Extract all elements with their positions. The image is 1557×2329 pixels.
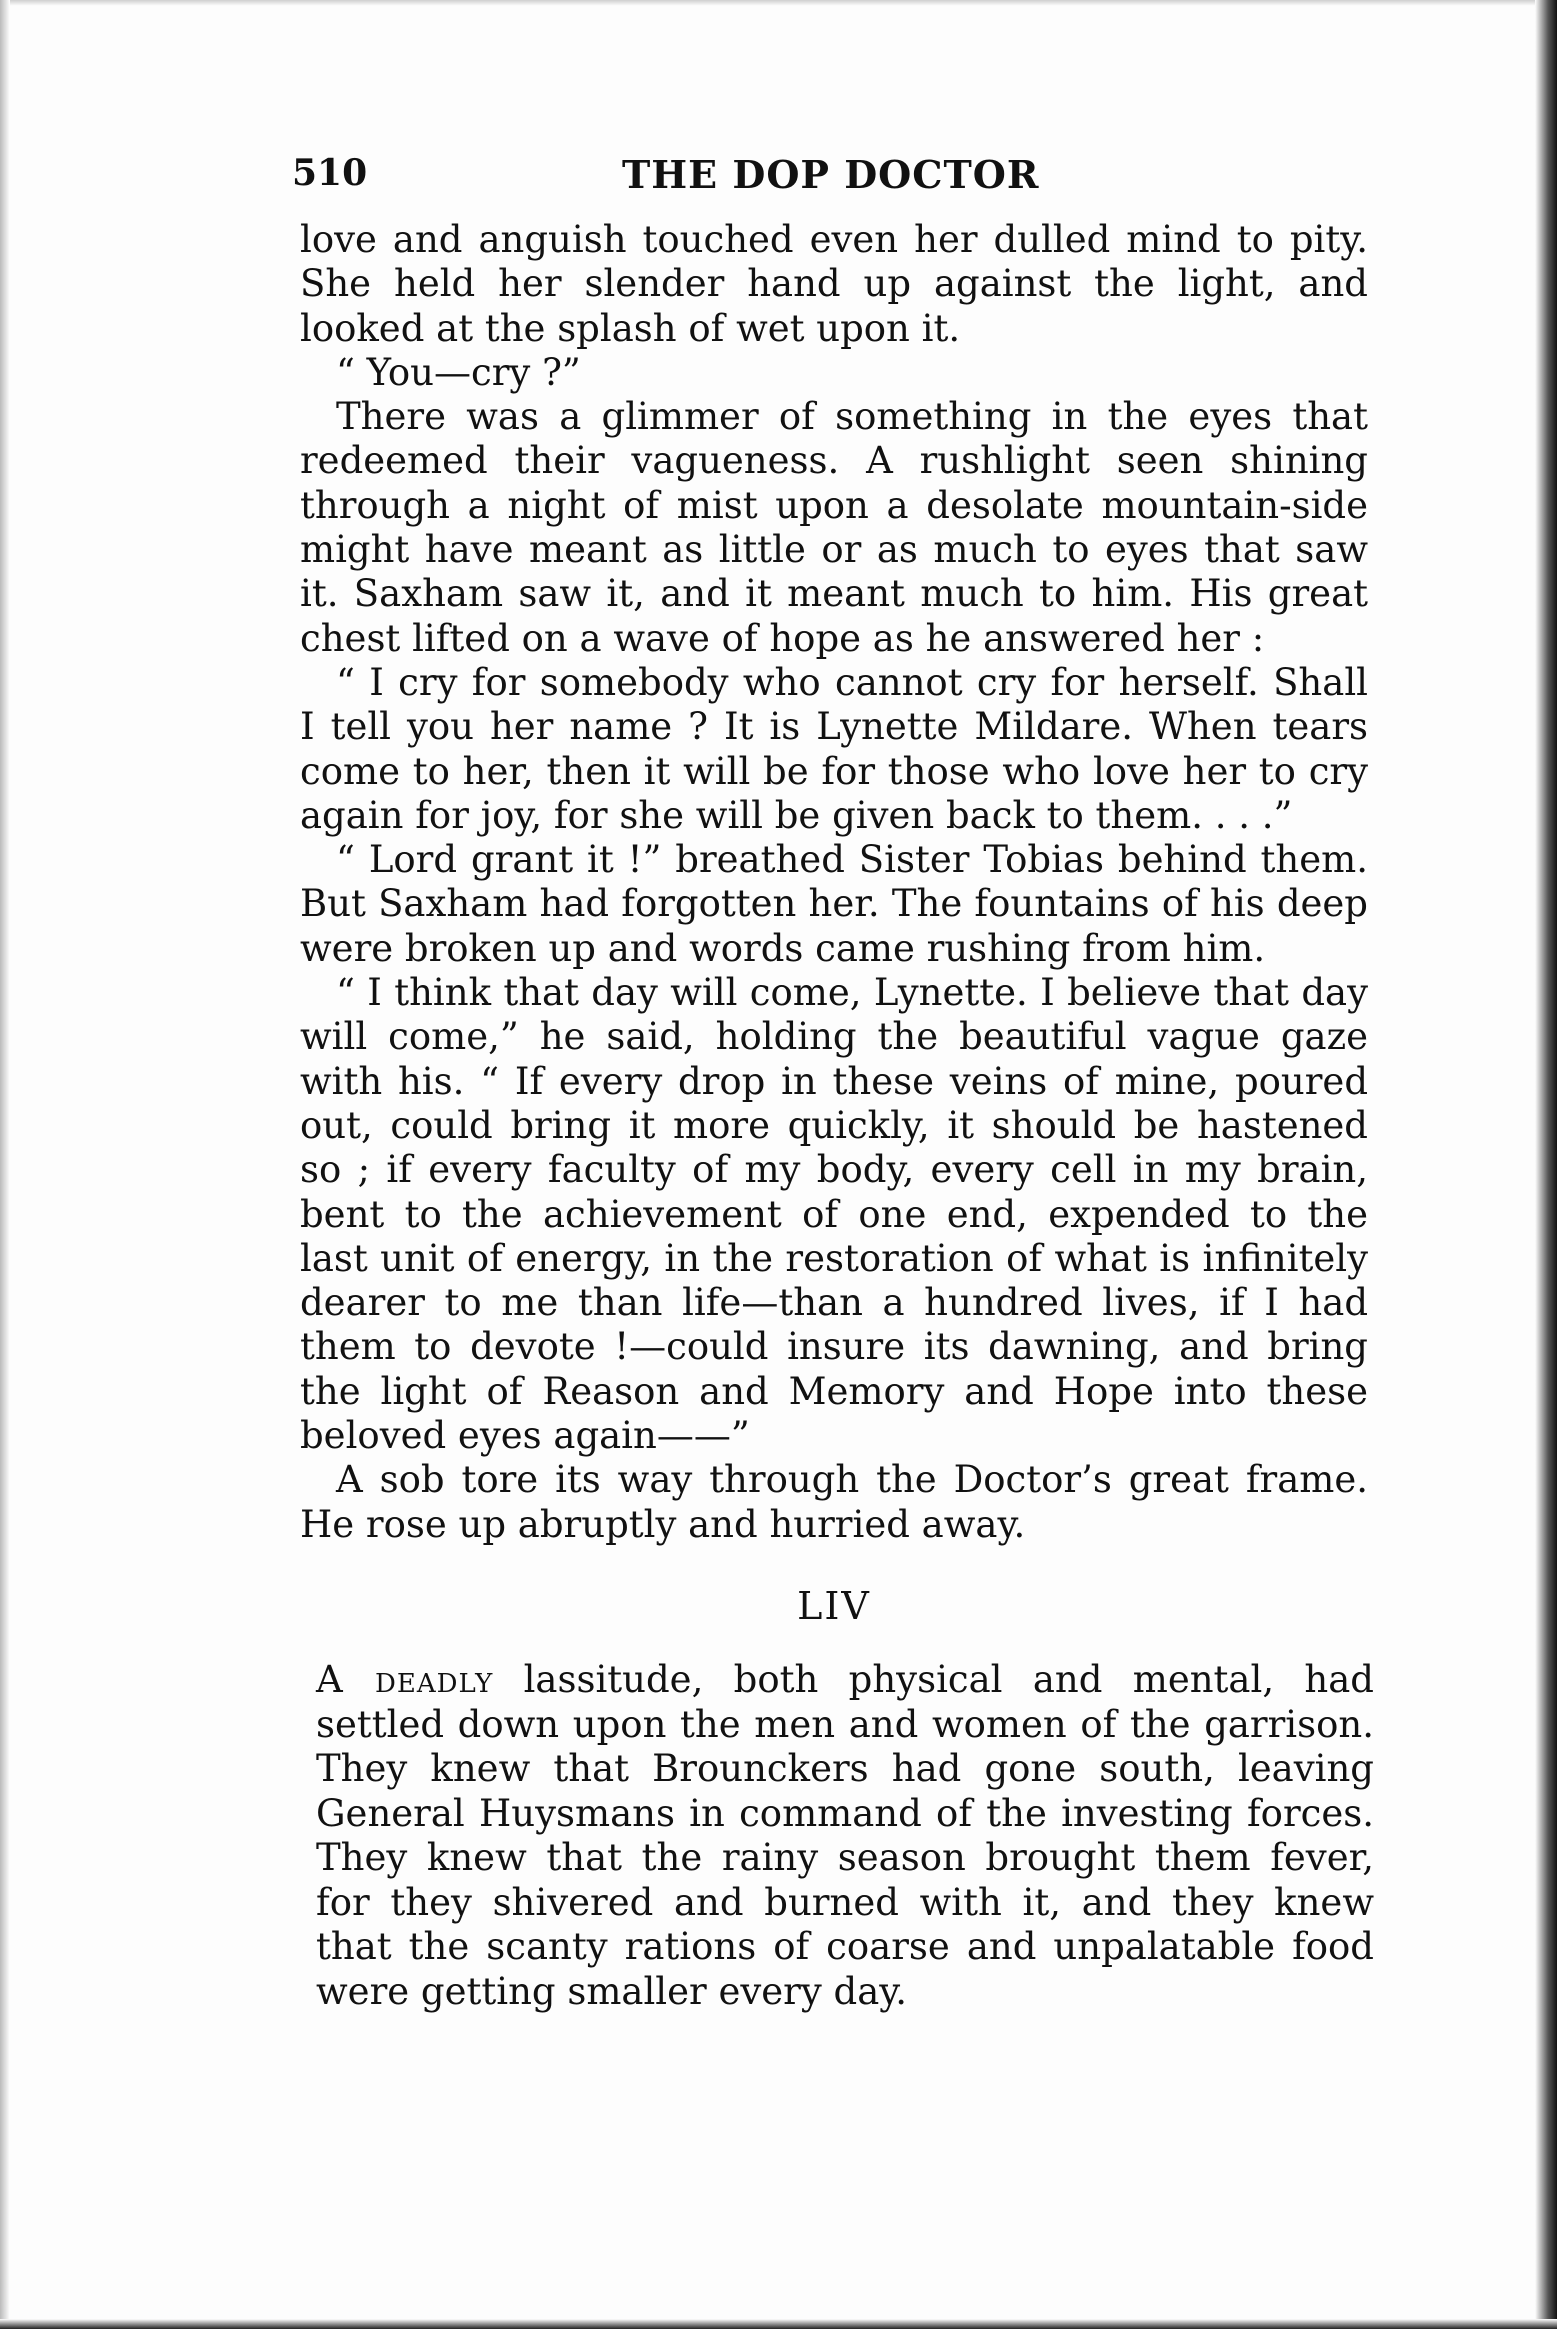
paragraph: “ I cry for somebody who cannot cry for herself. Shall I tell you her name ? It is Lynette Mildare. When tears come to her, then it will be for those who love her to cry again for joy, for she will be given back to them. . . .” bbox=[300, 660, 1368, 837]
paragraph: There was a glimmer of something in the eyes that redeemed their vagueness. A rushlight seen shining through a night of mist upon a desolate mountain-side might have meant as little or as much to eyes that saw it. Saxham saw it, and it meant much to him. His great chest lifted on a wave of hope as he answered her : bbox=[300, 395, 1368, 660]
running-head bbox=[292, 152, 1382, 202]
page-number: 510 bbox=[292, 152, 368, 194]
body-text bbox=[300, 218, 1368, 1547]
chapter-opening-words: A deadly bbox=[316, 1658, 494, 1701]
page-bottom-edge bbox=[0, 2319, 1557, 2329]
chapter-opening-paragraph bbox=[316, 1658, 1374, 2014]
paragraph: “ Lord grant it !” breathed Sister Tobias behind them. But Saxham had forgotten her. The fountains of his deep were broken up and words came rushing from him. bbox=[300, 838, 1368, 970]
chapter-heading: LIV bbox=[797, 1584, 871, 1628]
book-title: THE DOP DOCTOR bbox=[622, 152, 1040, 197]
chapter-paragraph bbox=[316, 1658, 1374, 2014]
page-left-edge bbox=[0, 0, 10, 2329]
page-top-edge bbox=[0, 0, 1557, 6]
paragraph-continued: love and anguish touched even her dulled mind to pity. She held her slender hand up against the light, and looked at the splash of wet upon it. bbox=[300, 218, 1368, 350]
paragraph: A sob tore its way through the Doctor’s great frame. He rose up abruptly and hurried away. bbox=[300, 1458, 1368, 1546]
paragraph: “ I think that day will come, Lynette. I believe that day will come,” he said, holding the beautiful vague gaze with his. “ If every drop in these veins of mine, poured out, could bring it more quickly, it should be hastened so ; if every faculty of my body, every cell in my brain, bent to the achievement of one end, expended to the last unit of energy, in the restoration of what is infinitely dearer to me than life—than a hundred lives, if I had them to devote !—could insure its dawning, and bring the light of Reason and Memory and Hope into these beloved eyes again——” bbox=[300, 971, 1368, 1458]
page-binding-shadow bbox=[1535, 0, 1557, 2329]
paragraph: “ You—cry ?” bbox=[336, 350, 581, 394]
chapter-opening-text: lassitude, both physical and mental, had settled down upon the men and women of the garrison. They knew that Brounckers had gone south, leaving General Huysmans in command of the investing forces. They knew that the rainy season brought them fever, for they shivered and burned with it, and they knew that the scanty rations of coarse and unpalatable food were getting smaller every day. bbox=[316, 1658, 1374, 2013]
